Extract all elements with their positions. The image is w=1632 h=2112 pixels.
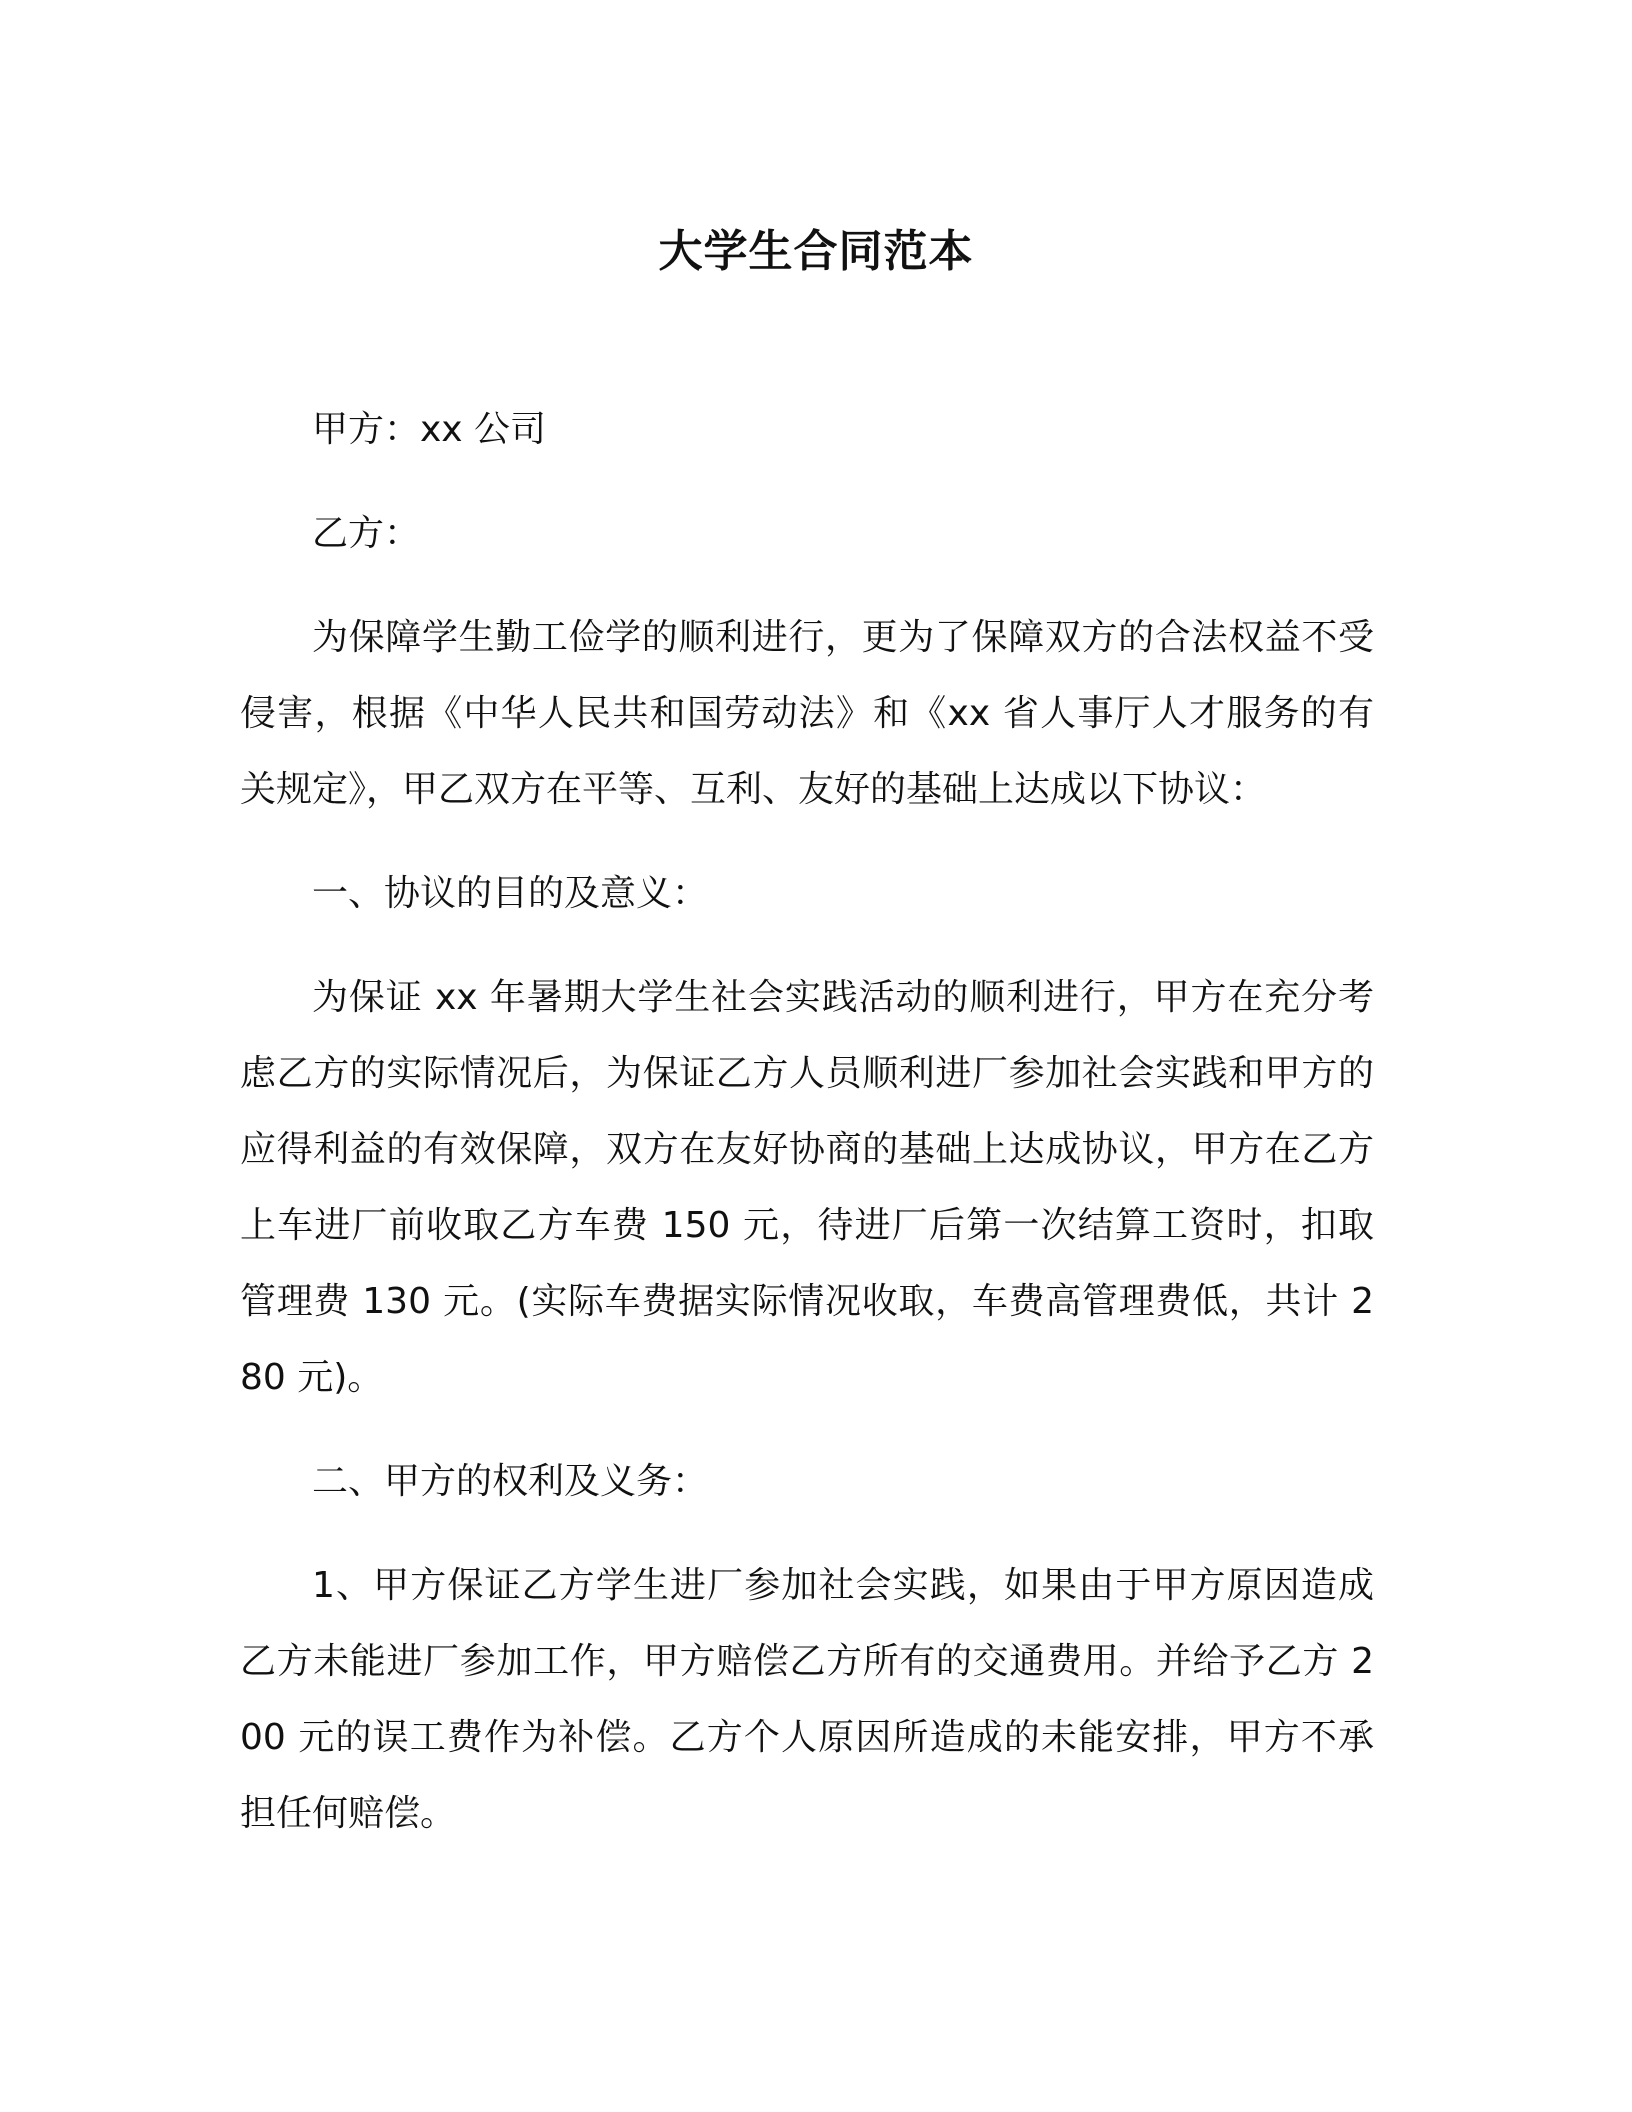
party-b-line: 乙方： <box>312 513 421 554</box>
section-2-heading: 二、甲方的权利及义务： <box>312 1461 709 1502</box>
section-2-item-1: 1、甲方保证乙方学生进厂参加社会实践，如果由于甲方原因造成乙方未能进厂参加工作，甲方赔偿乙方所有的交通费用。并给予乙方 200 元的误工费作为补偿。乙方个人原因所造成的未能安排，甲方不承担任何赔偿。 <box>240 1565 1374 1834</box>
section-1-heading: 一、协议的目的及意义： <box>312 873 709 914</box>
document-title: 大学生合同范本 <box>658 226 974 277</box>
document-body <box>240 392 1374 1880</box>
section-1-paragraph: 为保证 xx 年暑期大学生社会实践活动的顺利进行，甲方在充分考虑乙方的实际情况后，为保证乙方人员顺利进厂参加社会实践和甲方的应得利益的有效保障，双方在友好协商的基础上达成协议，甲方在乙方上车进厂前收取乙方车费 150 元，待进厂后第一次结算工资时，扣取管理费 130 元。(实际车费据实际情况收取，车费高管理费低，共计 280 元)。 <box>240 977 1374 1398</box>
intro-paragraph: 为保障学生勤工俭学的顺利进行，更为了保障双方的合法权益不受侵害，根据《中华人民共和国劳动法》和《xx 省人事厅人才服务的有关规定》，甲乙双方在平等、互利、友好的基础上达成以下协议： <box>240 617 1374 810</box>
party-a-line: 甲方：xx 公司 <box>312 409 547 450</box>
